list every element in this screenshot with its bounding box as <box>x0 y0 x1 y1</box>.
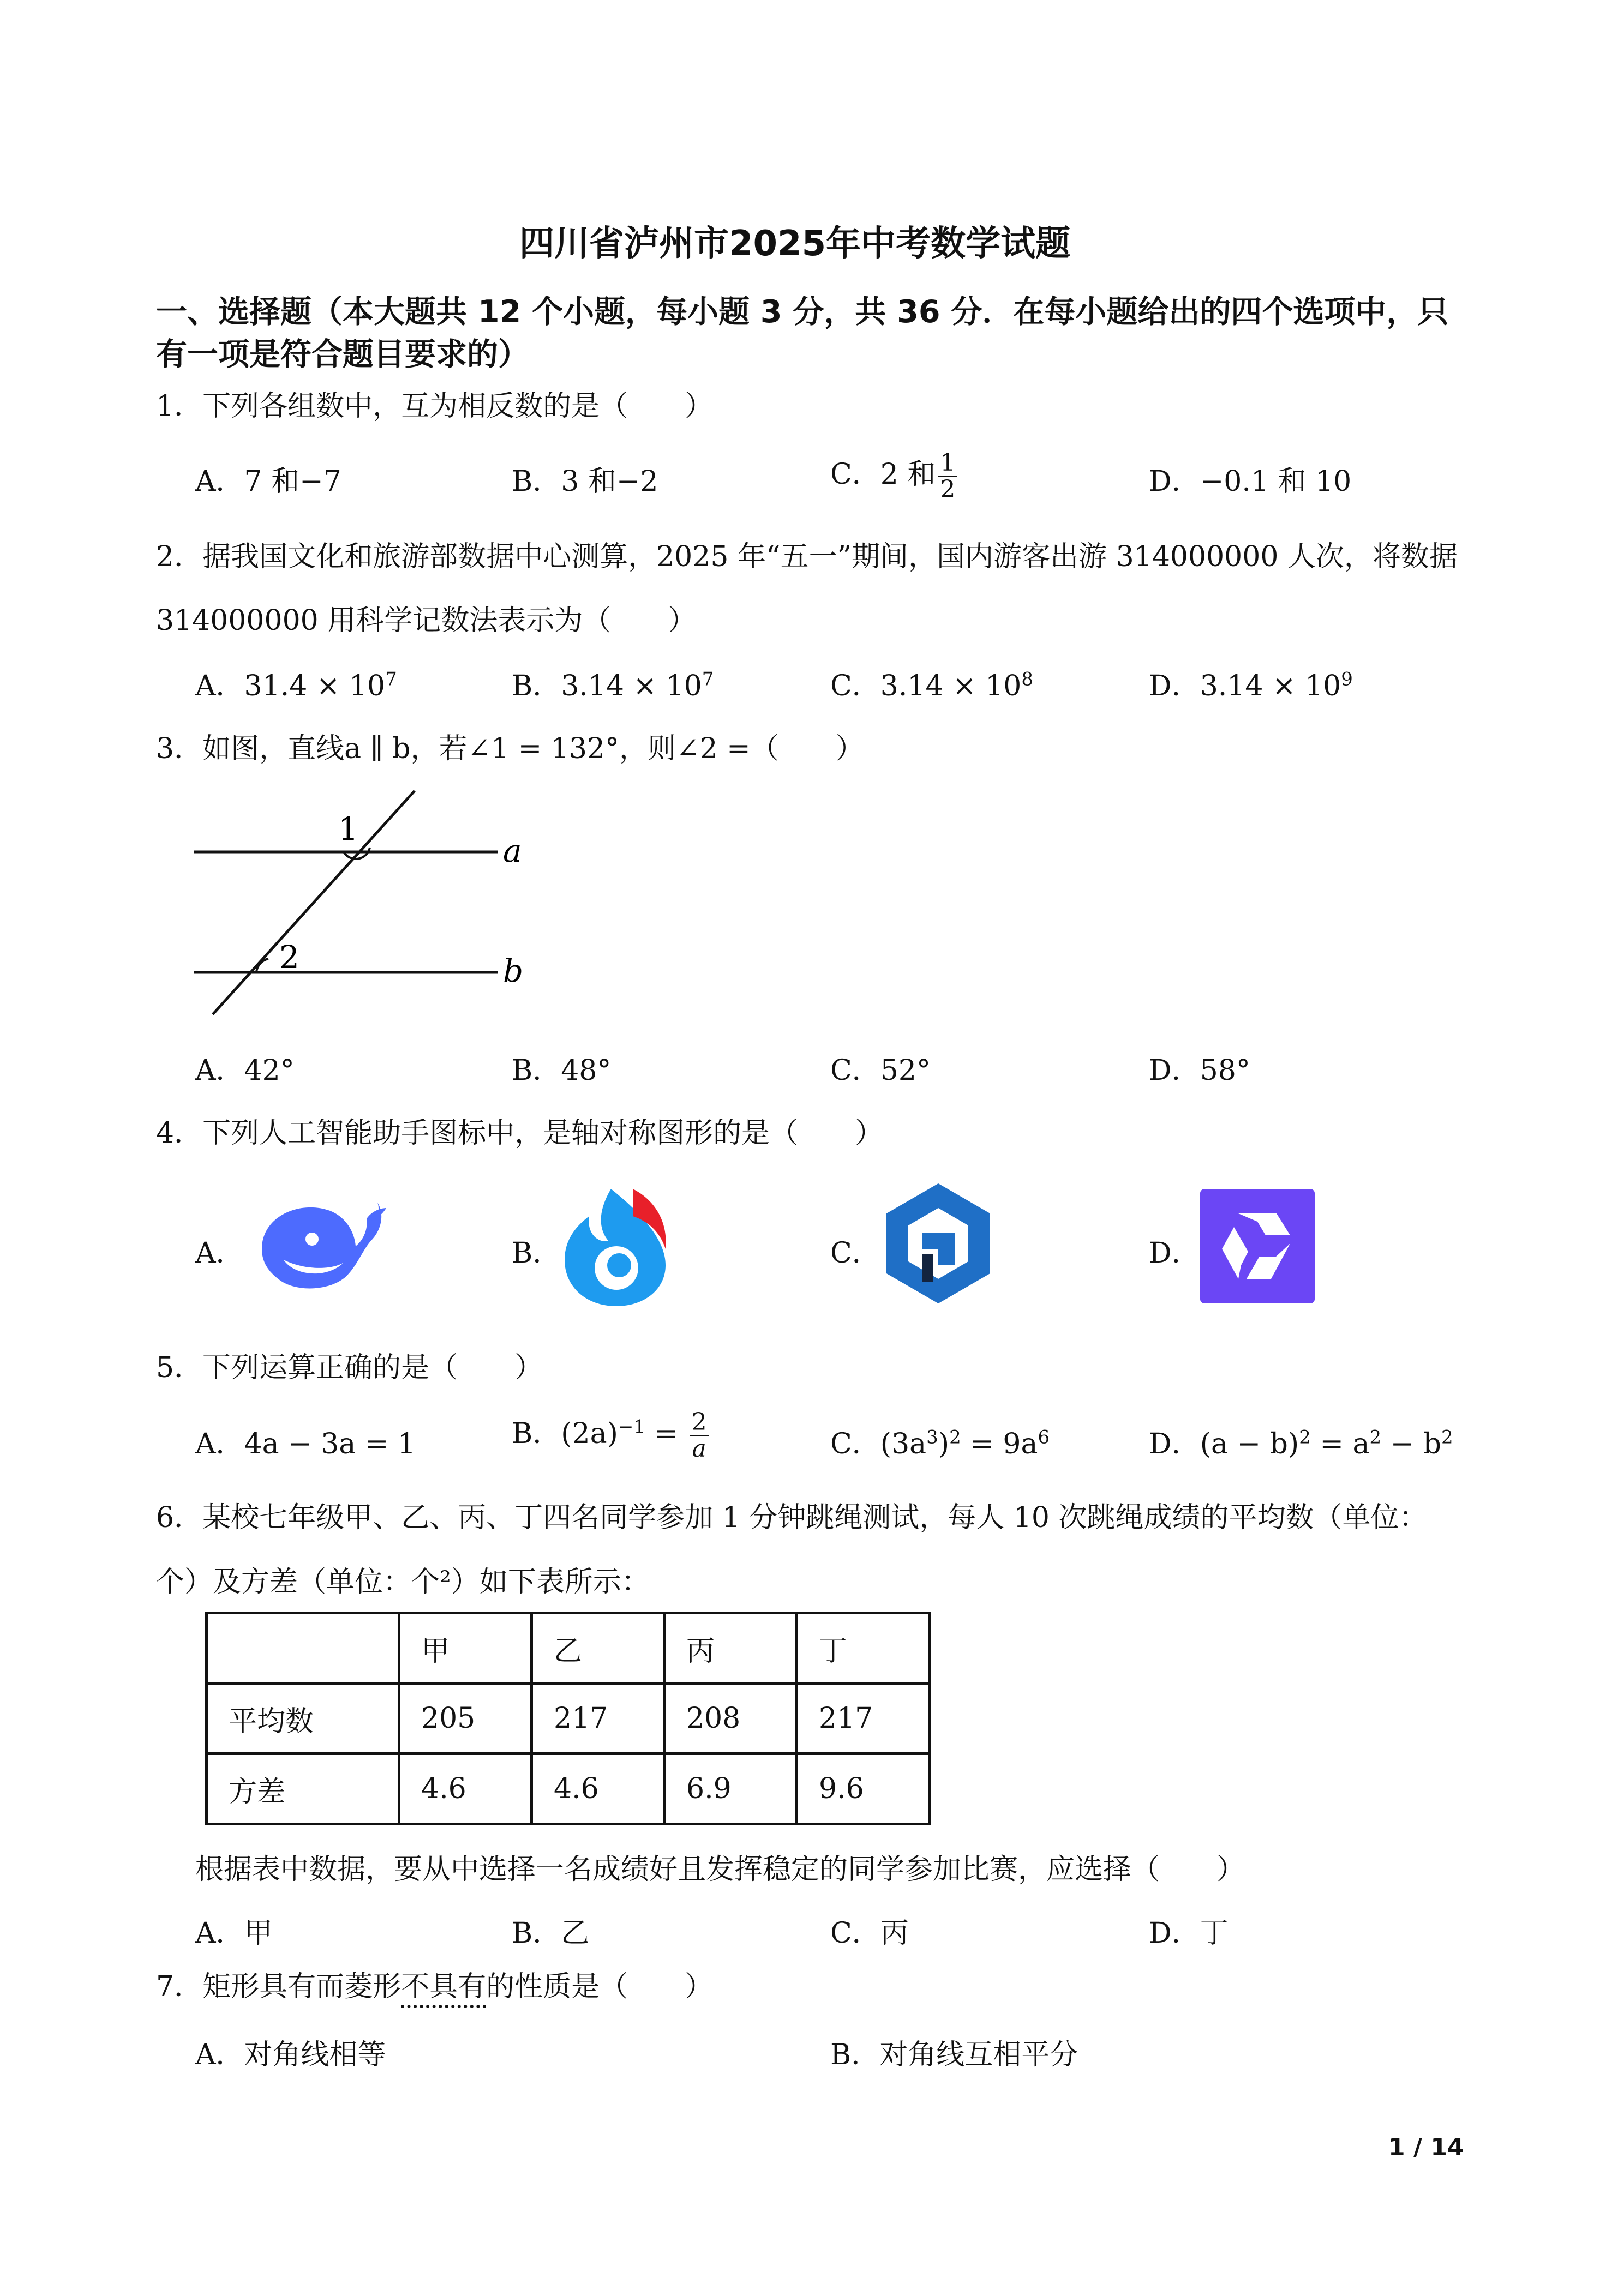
q3-stem: 3．如图，直线a ∥ b，若∠1 = 132°，则∠2 =（ ） <box>156 732 864 765</box>
q6-stem-line2: 个）及方差（单位：个²）如下表所示： <box>156 1566 650 1598</box>
page-title: 四川省泸州市2025年中考数学试题 <box>519 224 1071 264</box>
q6-option-d: D．丁 <box>1149 1917 1229 1950</box>
table-header-row <box>207 1613 930 1684</box>
table-cell: 9.6 <box>797 1754 930 1824</box>
table-cell: 甲 <box>399 1613 532 1684</box>
q3-option-a: A．42° <box>195 1054 295 1087</box>
q3-option-b: B．48° <box>512 1054 612 1087</box>
q6-stem-line3: 根据表中数据，要从中选择一名成绩好且发挥稳定的同学参加比赛，应选择（ ） <box>195 1853 1245 1886</box>
table-cell: 乙 <box>532 1613 664 1684</box>
table-row <box>207 1754 930 1824</box>
table-cell: 丙 <box>664 1613 797 1684</box>
q5-option-d: D．$(a - b)^2 = a^2 - b^2$ <box>1149 1426 1453 1460</box>
q7-stem: 7．矩形具有而菱形不具有的性质是（ ） <box>156 1970 714 2003</box>
table-cell: 6.9 <box>664 1754 797 1824</box>
hexagon-icon <box>878 1178 998 1309</box>
table-cell: 205 <box>399 1684 532 1754</box>
q4-option-a-label: A． <box>195 1237 244 1270</box>
q6-option-a: A．甲 <box>195 1917 273 1950</box>
table-cell: 平均数 <box>207 1684 399 1754</box>
whale-icon <box>251 1189 387 1298</box>
q5-option-b: B．$(2a)^{-1}$ = $\frac{2}{a}$ <box>512 1410 711 1462</box>
q6-option-c: C．丙 <box>830 1917 909 1950</box>
table-cell: 丁 <box>797 1613 930 1684</box>
q5-stem: 5．下列运算正确的是（ ） <box>156 1351 543 1384</box>
q2-option-b: B．$3.14 \times 10^7$ <box>512 668 714 702</box>
q6-option-b: B．乙 <box>512 1917 590 1950</box>
q4-option-b-label: B． <box>512 1237 561 1270</box>
q3-option-c: C．52° <box>830 1054 931 1087</box>
q1-option-b: B．3 和−2 <box>512 465 658 498</box>
q1-option-d: D．−0.1 和 10 <box>1149 465 1352 498</box>
line-a-label: a <box>503 832 522 869</box>
line-b-label: b <box>503 952 524 989</box>
q1-option-a: A．7 和−7 <box>195 465 341 498</box>
table-cell: 217 <box>797 1684 930 1754</box>
q5-option-c: C．$(3a^3)^2 = 9a^6$ <box>830 1426 1050 1460</box>
q2-stem-line1: 2．据我国文化和旅游部数据中心测算，2025 年“五一”期间，国内游客出游 314000000 人次，将数据 <box>156 540 1458 573</box>
q6-score-table <box>205 1612 931 1825</box>
q4-stem: 4．下列人工智能助手图标中，是轴对称图形的是（ ） <box>156 1117 884 1150</box>
angle-2-arc <box>256 959 268 972</box>
q1-option-c: C．2 和 $\frac{1}{2}$ <box>830 450 960 502</box>
table-cell: 4.6 <box>399 1754 532 1824</box>
q2-stem-line2: 314000000 用科学记数法表示为（ ） <box>156 604 697 637</box>
q3-parallel-lines-figure <box>185 785 546 1025</box>
q3-option-d: D．58° <box>1149 1054 1250 1087</box>
q2-option-d: D．$3.14 \times 10^9$ <box>1149 668 1353 702</box>
q2-option-c: C．$3.14 \times 10^8$ <box>830 668 1034 702</box>
table-row <box>207 1684 930 1754</box>
angle-2-label: 2 <box>279 939 299 976</box>
table-cell: 208 <box>664 1684 797 1754</box>
table-cell: 217 <box>532 1684 664 1754</box>
table-cell: 方差 <box>207 1754 399 1824</box>
section-heading-line1: 一、选择题（本大题共 12 个小题，每小题 3 分，共 36 分．在每小题给出的四个选项中，只 <box>156 294 1449 330</box>
q7-option-b: B．对角线互相平分 <box>830 2039 1078 2071</box>
q2-option-a: A．$31.4 \times 10^7$ <box>195 668 397 702</box>
flame-icon <box>556 1178 676 1309</box>
q7-option-a: A．对角线相等 <box>195 2039 386 2071</box>
q4-option-d-label: D． <box>1149 1237 1200 1270</box>
transversal-line <box>213 791 415 1014</box>
table-cell <box>207 1613 399 1684</box>
q5-option-a: A．4a − 3a = 1 <box>195 1428 416 1460</box>
q4-option-c-label: C． <box>830 1237 880 1270</box>
emphasized-text: 不具有 <box>401 1970 487 2003</box>
angle-1-label: 1 <box>338 810 358 848</box>
q1-stem: 1．下列各组数中，互为相反数的是（ ） <box>156 390 714 423</box>
abstract-knot-icon <box>1200 1189 1315 1303</box>
q6-stem-line1: 6．某校七年级甲、乙、丙、丁四名同学参加 1 分钟跳绳测试，每人 10 次跳绳成绩的平均数（单位： <box>156 1501 1428 1534</box>
section-heading-line2: 有一项是符合题目要求的） <box>156 336 529 372</box>
table-cell: 4.6 <box>532 1754 664 1824</box>
page-number: 1 / 14 <box>1388 2133 1464 2161</box>
